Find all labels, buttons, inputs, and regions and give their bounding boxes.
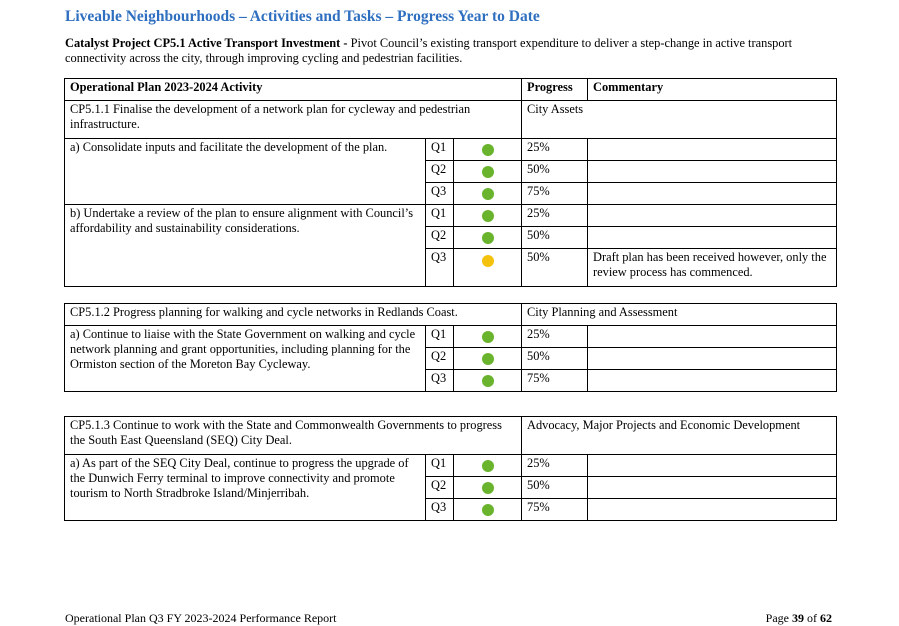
page-title: Liveable Neighbourhoods – Activities and Tasks – Progress Year to Date	[65, 8, 540, 25]
page-prefix: Page	[765, 611, 792, 625]
status-dot-icon	[482, 504, 494, 516]
activity-table-2	[64, 303, 837, 392]
progress-value: 50%	[522, 161, 588, 183]
activity-table-3	[64, 416, 837, 521]
quarter-label: Q3	[426, 183, 454, 205]
quarter-label: Q1	[426, 326, 454, 348]
commentary-cell	[588, 227, 837, 249]
status-dot-icon	[482, 331, 494, 343]
status-dot-icon	[482, 255, 494, 267]
progress-value: 50%	[522, 348, 588, 370]
task-description: b) Undertake a review of the plan to ensure alignment with Council’s affordability and sustainability considerations.	[65, 205, 426, 287]
progress-value: 50%	[522, 249, 588, 287]
footer-report-title: Operational Plan Q3 FY 2023-2024 Performance Report	[65, 611, 337, 625]
quarter-label: Q2	[426, 227, 454, 249]
activity-table-1	[64, 78, 837, 287]
status-dot-icon	[482, 210, 494, 222]
progress-value: 25%	[522, 205, 588, 227]
activity-owner: City Planning and Assessment	[522, 304, 837, 326]
status-dot-icon	[482, 375, 494, 387]
quarter-label: Q3	[426, 370, 454, 392]
progress-value: 75%	[522, 183, 588, 205]
task-description: a) As part of the SEQ City Deal, continue to progress the upgrade of the Dunwich Ferry terminal to improve connectivity and promote tourism to North Stradbroke Island/Minjerribah.	[65, 455, 426, 521]
activity-item: CP5.1.2 Progress planning for walking and cycle networks in Redlands Coast.	[65, 304, 522, 326]
commentary-cell	[588, 326, 837, 348]
quarter-label: Q2	[426, 161, 454, 183]
quarter-label: Q3	[426, 499, 454, 521]
commentary-cell	[588, 370, 837, 392]
quarter-label: Q2	[426, 477, 454, 499]
footer-page-number	[766, 611, 832, 626]
activity-owner: City Assets	[522, 101, 837, 139]
project-description: Pivot Council’s existing transport expenditure to deliver a step-change in active transport connectivity across the city, through improving cycling and pedestrian facilities.	[65, 36, 793, 65]
status-dot-icon	[482, 232, 494, 244]
status-dot-icon	[482, 482, 494, 494]
commentary-cell	[588, 161, 837, 183]
quarter-label: Q3	[426, 249, 454, 287]
commentary-cell	[588, 205, 837, 227]
progress-value: 50%	[522, 477, 588, 499]
progress-value: 25%	[522, 139, 588, 161]
header-activity: Operational Plan 2023-2024 Activity	[65, 79, 522, 101]
commentary-cell	[588, 477, 837, 499]
quarter-label: Q1	[426, 205, 454, 227]
page-current: 39	[792, 611, 804, 625]
activity-owner: Advocacy, Major Projects and Economic Development	[522, 417, 837, 455]
activity-item: CP5.1.1 Finalise the development of a network plan for cycleway and pedestrian infrastructure.	[65, 101, 522, 139]
page-of: of	[804, 611, 820, 625]
progress-value: 75%	[522, 499, 588, 521]
task-description: a) Consolidate inputs and facilitate the development of the plan.	[65, 139, 426, 205]
quarter-label: Q1	[426, 455, 454, 477]
commentary-cell	[588, 455, 837, 477]
progress-value: 25%	[522, 326, 588, 348]
project-name: Catalyst Project CP5.1 Active Transport Investment -	[65, 36, 348, 50]
status-dot-icon	[482, 166, 494, 178]
status-dot-icon	[482, 460, 494, 472]
page-total: 62	[820, 611, 832, 625]
status-dot-icon	[482, 144, 494, 156]
status-dot-icon	[482, 188, 494, 200]
activity-item: CP5.1.3 Continue to work with the State and Commonwealth Governments to progress the South East Queensland (SEQ) City Deal.	[65, 417, 522, 455]
commentary-cell	[588, 139, 837, 161]
quarter-label: Q1	[426, 139, 454, 161]
project-intro	[65, 36, 840, 66]
task-description: a) Continue to liaise with the State Government on walking and cycle network planning and grant opportunities, including planning for the Ormiston section of the Moreton Bay Cycleway.	[65, 326, 426, 392]
commentary-cell	[588, 348, 837, 370]
header-commentary: Commentary	[588, 79, 837, 101]
header-progress: Progress	[522, 79, 588, 101]
progress-value: 25%	[522, 455, 588, 477]
status-dot-icon	[482, 353, 494, 365]
quarter-label: Q2	[426, 348, 454, 370]
commentary-cell	[588, 183, 837, 205]
commentary-cell	[588, 499, 837, 521]
commentary-cell: Draft plan has been received however, only the review process has commenced.	[588, 249, 837, 287]
progress-value: 75%	[522, 370, 588, 392]
progress-value: 50%	[522, 227, 588, 249]
